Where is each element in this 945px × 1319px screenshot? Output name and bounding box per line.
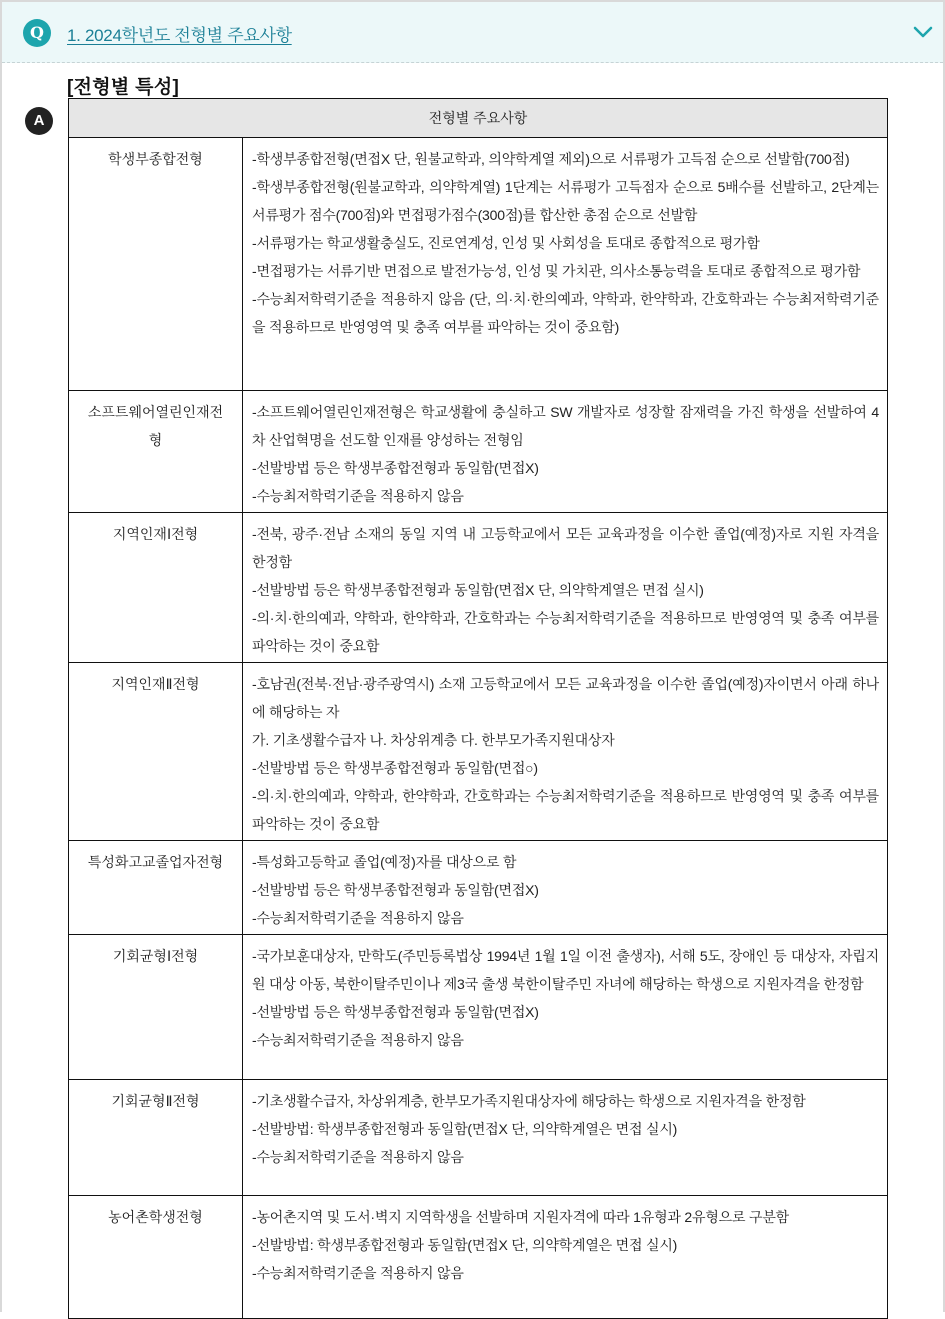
detail-line: -수능최저학력기준을 적용하지 않음 [252,488,464,504]
detail-line: -수능최저학력기준을 적용하지 않음 [252,910,464,926]
detail-line: -선발방법 등은 학생부종합전형과 동일함(면접X) [252,460,539,476]
admission-type-details [243,841,888,935]
detail-line: -수능최저학력기준을 적용하지 않음 [252,1265,464,1281]
table-header-row [69,99,888,138]
chevron-down-icon[interactable] [912,24,934,40]
table-row [69,841,888,935]
section-title: [전형별 특성] [67,77,180,98]
admission-type-details [243,138,888,391]
detail-line: -전북, 광주·전남 소재의 동일 지역 내 고등학교에서 모든 교육과정을 이수한 졸업(예정)자로 지원 자격을 한정함 [252,526,879,570]
admission-types-table [68,98,888,1319]
detail-line: -선발방법 등은 학생부종합전형과 동일함(면접X) [252,1004,539,1020]
admission-type-label: 소프트웨어열린인재전형 [69,391,243,513]
detail-line: -선발방법 등은 학생부종합전형과 동일함(면접○) [252,760,538,776]
question-title-link[interactable]: 1. 2024학년도 전형별 주요사항 [67,26,292,45]
detail-line: -특성화고등학교 졸업(예정)자를 대상으로 함 [252,854,517,870]
table-row [69,663,888,841]
admission-type-details [243,1080,888,1196]
detail-line: -면접평가는 서류기반 면접으로 발전가능성, 인성 및 가치관, 의사소통능력을 토대로 종합적으로 평가함 [252,263,861,279]
detail-line: -호남권(전북·전남·광주광역시) 소재 고등학교에서 모든 교육과정을 이수한 졸업(예정)자이면서 아래 하나에 해당하는 자 [252,676,879,720]
table-row [69,1080,888,1196]
admission-type-details [243,1196,888,1319]
admission-type-label: 특성화고교졸업자전형 [69,841,243,935]
detail-line: -소프트웨어열린인재전형은 학교생활에 충실하고 SW 개발자로 성장할 잠재력을 가진 학생을 선발하여 4차 산업혁명을 선도할 인재를 양성하는 전형임 [252,404,879,448]
table-row [69,513,888,663]
admission-type-details [243,513,888,663]
admission-type-label: 기회균형Ⅱ전형 [69,1080,243,1196]
question-badge: Q [23,19,51,47]
detail-line: -국가보훈대상자, 만학도(주민등록법상 1994년 1월 1일 이전 출생자), 서해 5도, 장애인 등 대상자, 자립지원 대상 아동, 북한이탈주민이나 제3국 출생 북한이탈주민 자녀에 해당하는 학생으로 지원자격을 한정함 [252,948,879,992]
table-row [69,1196,888,1319]
table-body [69,138,888,1319]
admission-type-details [243,663,888,841]
detail-line: 가. 기초생활수급자 나. 차상위계층 다. 한부모가족지원대상자 [252,732,615,748]
table-row [69,138,888,391]
admission-type-details [243,935,888,1080]
detail-line: -선발방법: 학생부종합전형과 동일함(면접X 단, 의약학계열은 면접 실시) [252,1237,678,1253]
detail-line: -수능최저학력기준을 적용하지 않음 [252,1149,464,1165]
admission-type-label: 학생부종합전형 [69,138,243,391]
detail-line: -서류평가는 학교생활충실도, 진로연계성, 인성 및 사회성을 토대로 종합적으로 평가함 [252,235,760,251]
detail-line: -수능최저학력기준을 적용하지 않음 (단, 의·치·한의예과, 약학과, 한약학과, 간호학과는 수능최저학력기준을 적용하므로 반영영역 및 충족 여부를 파악하는 것이 중요함) [252,291,879,335]
answer-badge: A [25,107,53,135]
admission-type-label: 농어촌학생전형 [69,1196,243,1319]
question-header[interactable] [2,2,943,63]
detail-line: -선발방법 등은 학생부종합전형과 동일함(면접X 단, 의약학계열은 면접 실시) [252,582,704,598]
table-row [69,391,888,513]
detail-line: -농어촌지역 및 도서·벽지 지역학생을 선발하며 지원자격에 따라 1유형과 2유형으로 구분함 [252,1209,789,1225]
detail-line: -학생부종합전형(면접X 단, 원불교학과, 의약학계열 제외)으로 서류평가 고득점 순으로 선발함(700점) [252,151,850,167]
detail-line: -의·치·한의예과, 약학과, 한약학과, 간호학과는 수능최저학력기준을 적용하므로 반영영역 및 충족 여부를 파악하는 것이 중요함 [252,788,879,832]
table-header: 전형별 주요사항 [69,99,888,138]
detail-line: -기초생활수급자, 차상위계층, 한부모가족지원대상자에 해당하는 학생으로 지원자격을 한정함 [252,1093,806,1109]
detail-line: -의·치·한의예과, 약학과, 한약학과, 간호학과는 수능최저학력기준을 적용하므로 반영영역 및 충족 여부를 파악하는 것이 중요함 [252,610,879,654]
admission-type-details [243,391,888,513]
admission-type-label: 지역인재Ⅰ전형 [69,513,243,663]
table-row [69,935,888,1080]
admission-type-label: 지역인재Ⅱ전형 [69,663,243,841]
detail-line: -학생부종합전형(원불교학과, 의약학계열) 1단계는 서류평가 고득점자 순으로 5배수를 선발하고, 2단계는 서류평가 점수(700점)와 면접평가점수(300점)를 합산한 총점 순으로 선발함 [252,179,879,223]
detail-line: -선발방법 등은 학생부종합전형과 동일함(면접X) [252,882,539,898]
detail-line: -선발방법: 학생부종합전형과 동일함(면접X 단, 의약학계열은 면접 실시) [252,1121,678,1137]
admission-type-label: 기회균형Ⅰ전형 [69,935,243,1080]
detail-line: -수능최저학력기준을 적용하지 않음 [252,1032,464,1048]
